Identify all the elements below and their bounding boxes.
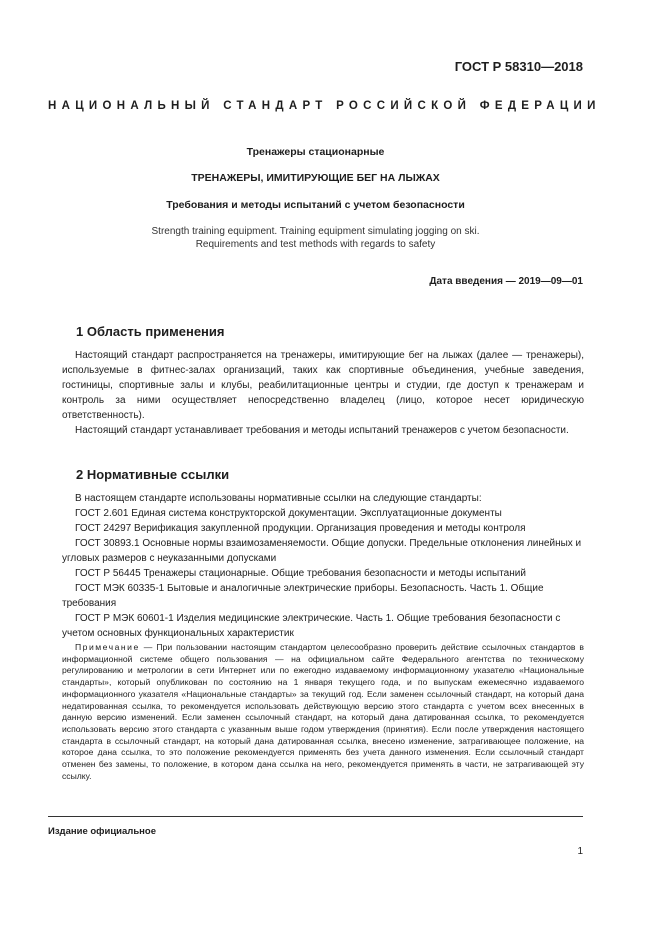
document-code: ГОСТ Р 58310—2018 [454, 59, 583, 74]
english-title [48, 226, 583, 251]
document-title: ТРЕНАЖЕРЫ, ИМИТИРУЮЩИЕ БЕГ НА ЛЫЖАХ [191, 172, 440, 184]
paragraph: Настоящий стандарт устанавливает требования и методы испытаний тренажеров с учетом безопасности. [75, 425, 569, 436]
note-text: — При пользовании настоящим стандартом целесообразно проверить действие ссылочных стандартов в информационной системе общего пользования — на официальном сайте Федерального агентства по техническому регулированию и метрологии в сети Интернет или по ежегодно издаваемому информационному указателю «Национальные стандарты», который опубликован по состоянию на 1 января текущего года, и по выпускам ежемесячно издаваемого информационного указателя «Национальные стандарты» за текущий год. Если заменен ссылочный стандарт, на который дана недатированная ссылка, то рекомендуется использовать действующую версию этого стандарта с учетом всех внесенных в данную версию изменений. Если заменен ссылочный стандарт, на который дана датированная ссылка, то рекомендуется использовать версию этого стандарта с указанным выше годом утверждения (принятия). Если после утверждения настоящего стандарта в ссылочный стандарт, на который дана датированная ссылка, внесено изменение, затрагивающее положение, на которое дана ссылка, то это положение рекомендуется применять без учета данного изменения. Если ссылочный стандарт отменен без замены, то положение, в котором дана ссылка на него, рекомендуется применять в части, не затрагивающей эту ссылку. [62, 642, 584, 781]
paragraph: В настоящем стандарте использованы нормативные ссылки на следующие стандарты: [75, 493, 482, 504]
reference-item: ГОСТ 24297 Верификация закупленной продукции. Организация проведения и методы контроля [75, 523, 526, 534]
section-title-references: 2 Нормативные ссылки [76, 467, 230, 482]
reference-item: ГОСТ МЭК 60335-1 Бытовые и аналогичные электрические приборы. Безопасность. Часть 1. Общие требования [62, 583, 544, 609]
english-title-line: Strength training equipment. Training equipment simulating jogging on ski. [151, 226, 480, 237]
reference-item: ГОСТ 2.601 Единая система конструкторской документации. Эксплуатационные документы [75, 508, 502, 519]
note-block [62, 642, 584, 782]
edition-label: Издание официальное [48, 826, 156, 837]
section-title-scope: 1 Область применения [76, 324, 225, 339]
english-title-line: Requirements and test methods with regards to safety [195, 238, 436, 250]
reference-item: ГОСТ Р 56445 Тренажеры стационарные. Общие требования безопасности и методы испытаний [75, 568, 526, 579]
paragraph: Настоящий стандарт распространяется на тренажеры, имитирующие бег на лыжах (далее — тренажеры), используемые в фитнес-залах организаций, таких как спортивные объединения, учебные заведения, гостиницы, спортивные залы и клубы, реабилитационные центры и студии, где доступ к тренажерам и контроль за ними осуществляет непосредственно владелец (лицо, которое несет юридическую ответственность). [62, 350, 584, 421]
document-category: Тренажеры стационарные [246, 146, 385, 158]
page-number: 1 [577, 846, 583, 857]
introduction-date: Дата введения — 2019—09—01 [429, 276, 583, 287]
reference-item: ГОСТ 30893.1 Основные нормы взаимозаменяемости. Общие допуски. Предельные отклонения линейных и угловых размеров с неуказанными допусками [62, 538, 582, 564]
section-body-scope [62, 348, 584, 438]
document-subtitle: Требования и методы испытаний с учетом безопасности [166, 199, 465, 211]
section-body-references [62, 491, 584, 641]
note-label: Примечание [75, 642, 140, 652]
reference-item: ГОСТ Р МЭК 60601-1 Изделия медицинские электрические. Часть 1. Общие требования безопасности с учетом основных функциональных характеристик [62, 613, 561, 639]
national-standard-heading: НАЦИОНАЛЬНЫЙ СТАНДАРТ РОССИЙСКОЙ ФЕДЕРАЦИИ [48, 100, 601, 112]
footer-divider [48, 816, 583, 817]
